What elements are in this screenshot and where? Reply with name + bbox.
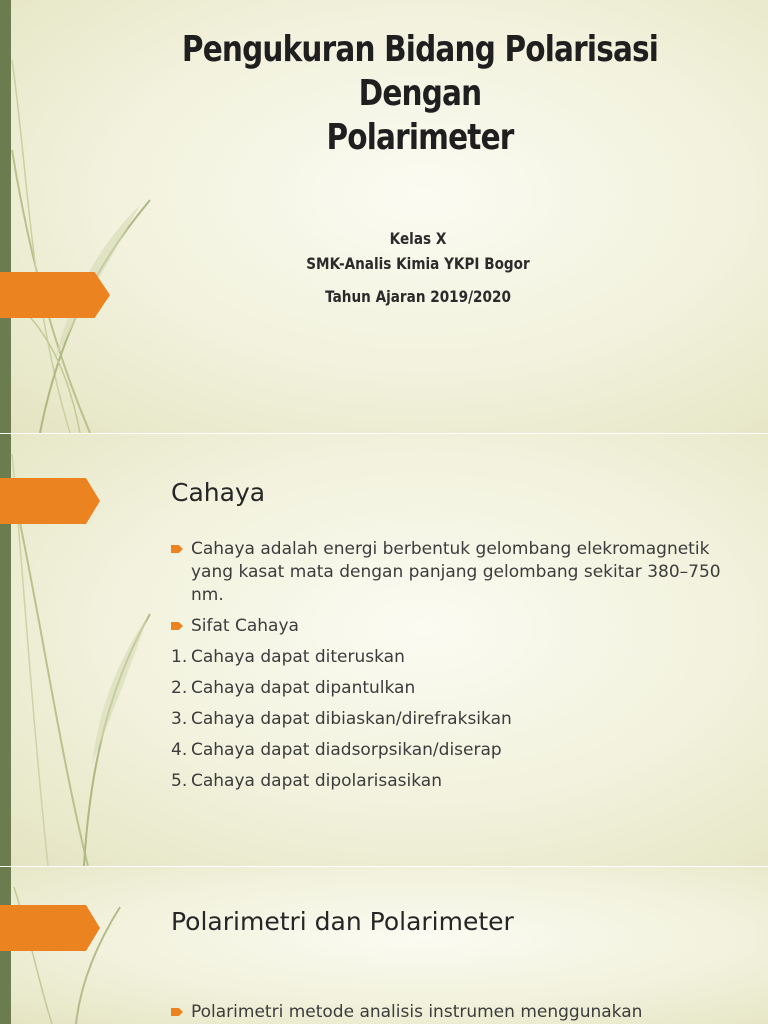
- list-item: [171, 677, 731, 700]
- item-number: 3.: [171, 709, 188, 729]
- item-number: 4.: [171, 740, 188, 760]
- bullet-text: Cahaya adalah energi berbentuk gelombang elekromagnetik yang kasat mata dengan panjang gelombang sekitar 380–750 nm.: [191, 539, 721, 605]
- item-text: Cahaya dapat dibiaskan/direfraksikan: [191, 709, 512, 729]
- school-line: SMK-Analis Kimia YKPI Bogor: [306, 254, 530, 273]
- list-item: [171, 1001, 731, 1024]
- list-item: [171, 646, 731, 669]
- title-slide: [0, 0, 768, 433]
- bullet-list: [171, 1001, 731, 1024]
- year-line: Tahun Ajaran 2019/2020: [325, 287, 511, 306]
- leaf-decoration-icon: [0, 0, 200, 433]
- slide-title: [174, 28, 666, 160]
- orange-arrow-marker: [0, 478, 100, 524]
- item-number: 5.: [171, 771, 188, 791]
- title-line-1: Pengukuran Bidang Polarisasi Dengan: [181, 29, 659, 114]
- slide-heading: Cahaya: [171, 478, 266, 507]
- orange-arrow-marker: [0, 905, 100, 951]
- arrow-bullet-icon: [171, 1008, 183, 1016]
- list-item: [171, 739, 731, 762]
- item-text: Cahaya dapat dipantulkan: [191, 678, 416, 698]
- item-text: Cahaya dapat diteruskan: [191, 647, 405, 667]
- slide-heading: Polarimetri dan Polarimeter: [171, 907, 514, 936]
- bullet-text: Polarimetri metode analisis instrumen menggunakan: [191, 1002, 643, 1022]
- item-text: Cahaya dapat dipolarisasikan: [191, 771, 442, 791]
- left-accent-bar: [0, 0, 11, 433]
- class-line: Kelas X: [389, 229, 447, 248]
- bullet-text: Sifat Cahaya: [191, 616, 299, 636]
- polarimetri-slide: [0, 867, 768, 1024]
- item-number: 2.: [171, 678, 188, 698]
- list-item: [171, 615, 731, 638]
- list-item: [171, 538, 731, 607]
- bullet-list: [171, 538, 731, 801]
- item-number: 1.: [171, 647, 188, 667]
- arrow-bullet-icon: [171, 622, 183, 630]
- item-text: Cahaya dapat diadsorpsikan/diserap: [191, 740, 502, 760]
- arrow-bullet-icon: [171, 545, 183, 553]
- list-item: [171, 770, 731, 793]
- orange-arrow-marker: [0, 272, 110, 318]
- cahaya-slide: [0, 434, 768, 866]
- title-line-2: Polarimeter: [326, 117, 514, 158]
- list-item: [171, 708, 731, 731]
